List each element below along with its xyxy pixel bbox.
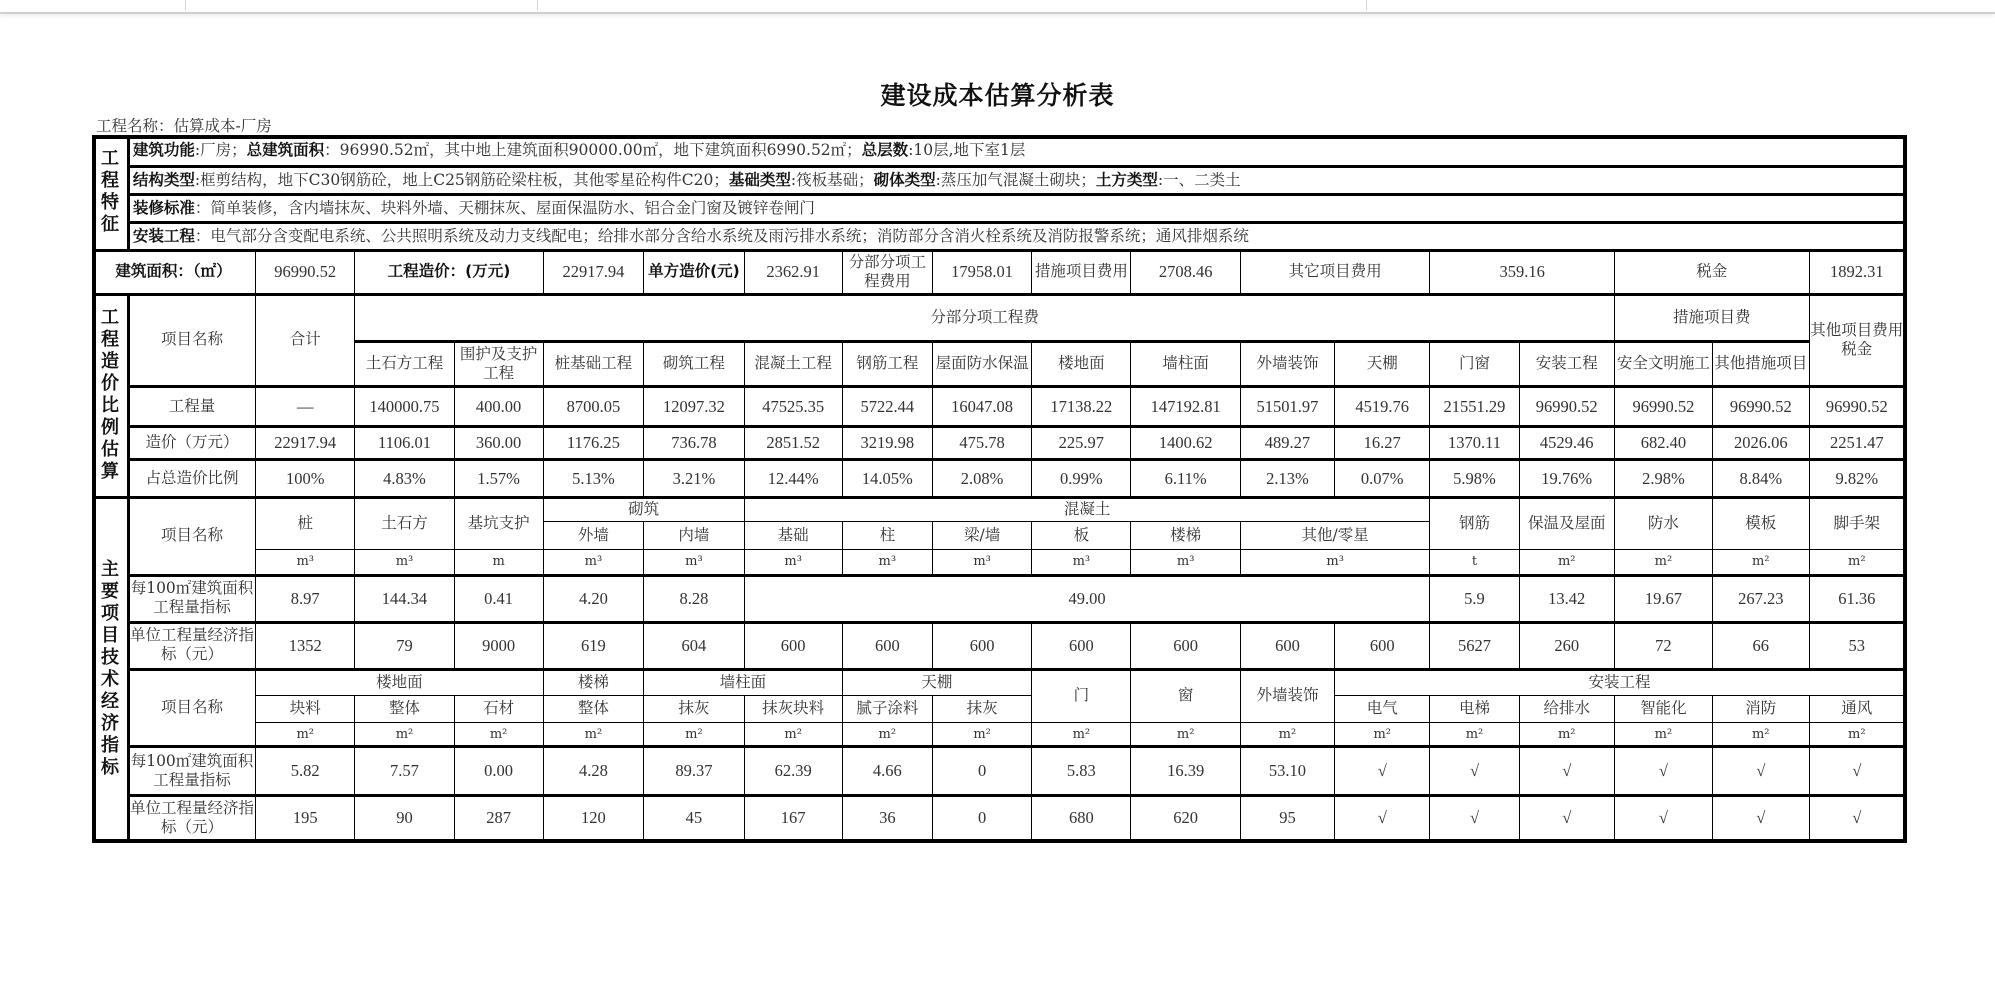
table-cell: 2.98% bbox=[1615, 459, 1713, 497]
other-cost-label: 其它项目费用 bbox=[1241, 251, 1431, 294]
table-cell: 360.00 bbox=[455, 426, 544, 459]
column-header: 基坑支护 bbox=[455, 498, 544, 550]
table-cell: 8.28 bbox=[644, 575, 745, 622]
column-header: 墙柱面 bbox=[1131, 341, 1240, 387]
table-cell: 2851.52 bbox=[745, 426, 843, 459]
column-header: 通风 bbox=[1810, 696, 1905, 723]
table-cell: 96990.52 bbox=[1810, 387, 1905, 426]
group-measure-header: 措施项目费 bbox=[1615, 294, 1810, 341]
column-header: 整体 bbox=[544, 696, 645, 723]
table-cell: 2.13% bbox=[1241, 459, 1335, 497]
table-cell: √ bbox=[1713, 747, 1810, 795]
column-header: 楼梯 bbox=[1131, 522, 1240, 550]
item-name-header: 项目名称 bbox=[129, 498, 256, 576]
table-cell: 8700.05 bbox=[544, 387, 645, 426]
table-cell: √ bbox=[1520, 795, 1615, 841]
table-cell: 12097.32 bbox=[644, 387, 745, 426]
table-border bbox=[355, 340, 1809, 343]
table-border bbox=[129, 668, 1905, 671]
column-header: 桩 bbox=[256, 498, 355, 550]
unit-cell: m² bbox=[355, 723, 454, 747]
table-cell: 8.97 bbox=[256, 575, 355, 622]
tech-side-label: 主 要 项 目 技 术 经 济 指 标 bbox=[92, 498, 129, 842]
row-label: 占总造价比例 bbox=[129, 459, 256, 497]
table-cell: 475.78 bbox=[933, 426, 1032, 459]
table-cell: 6.11% bbox=[1131, 459, 1240, 497]
column-header: 模板 bbox=[1713, 498, 1810, 550]
table-cell: 140000.75 bbox=[355, 387, 454, 426]
column-header: 钢筋 bbox=[1430, 498, 1519, 550]
table-border bbox=[129, 621, 1905, 624]
table-border bbox=[129, 425, 1905, 428]
unit-cell: m² bbox=[544, 723, 645, 747]
column-header: 桩基础工程 bbox=[544, 341, 645, 387]
table-cell: 736.78 bbox=[644, 426, 745, 459]
table-cell: 36 bbox=[843, 795, 933, 841]
unit-cell: m³ bbox=[1032, 550, 1131, 575]
column-header: 其他措施项目 bbox=[1713, 341, 1810, 387]
table-cell: 195 bbox=[256, 795, 355, 841]
unit-cell: m² bbox=[1430, 723, 1519, 747]
row-total: 100% bbox=[256, 459, 355, 497]
cost-analysis-table bbox=[92, 135, 1908, 841]
column-header: 整体 bbox=[355, 696, 454, 723]
table-cell: 17138.22 bbox=[1032, 387, 1131, 426]
table-cell: 5627 bbox=[1430, 622, 1519, 669]
column-header: 腻子涂料 bbox=[843, 696, 933, 723]
group-sub-header: 分部分项工程费 bbox=[355, 294, 1615, 341]
column-header: 基础 bbox=[745, 522, 843, 550]
other-cost-value: 359.16 bbox=[1430, 251, 1614, 294]
unit-cell: m³ bbox=[355, 550, 454, 575]
row-label: 每100㎡建筑面积工程量指标 bbox=[129, 747, 256, 795]
table-cell: √ bbox=[1335, 795, 1430, 841]
table-cell: 287 bbox=[455, 795, 544, 841]
table-cell: 600 bbox=[843, 622, 933, 669]
viewer-toolbar bbox=[0, 0, 1995, 14]
column-header: 外墙装饰 bbox=[1241, 669, 1335, 722]
column-header: 石材 bbox=[455, 696, 544, 723]
column-header: 外墙装饰 bbox=[1241, 341, 1335, 387]
unit-cell: m² bbox=[1713, 723, 1810, 747]
table-cell: 620 bbox=[1131, 795, 1240, 841]
tax-value: 1892.31 bbox=[1810, 251, 1905, 294]
group-header: 墙柱面 bbox=[644, 669, 842, 696]
table-cell: 9.82% bbox=[1810, 459, 1905, 497]
row-label: 每100㎡建筑面积工程量指标 bbox=[129, 575, 256, 622]
table-cell: 16.39 bbox=[1131, 747, 1240, 795]
total-header: 合计 bbox=[256, 294, 355, 387]
table-cell: 53.10 bbox=[1241, 747, 1335, 795]
project-name: 工程名称：估算成本-厂房 bbox=[96, 117, 272, 135]
cost-ratio-side-label: 工 程 造 价 比 例 估 算 bbox=[92, 294, 129, 498]
row-total: — bbox=[256, 387, 355, 426]
unit-cell: m² bbox=[1131, 723, 1240, 747]
unit-cell: m³ bbox=[256, 550, 355, 575]
table-cell: 167 bbox=[745, 795, 843, 841]
table-cell: 600 bbox=[1131, 622, 1240, 669]
table-cell: 47525.35 bbox=[745, 387, 843, 426]
unit-cost-label: 单方造价(元) bbox=[644, 251, 745, 294]
table-cell: √ bbox=[1615, 747, 1713, 795]
column-header: 安全文明施工 bbox=[1615, 341, 1713, 387]
group-header: 安装工程 bbox=[1335, 669, 1905, 696]
table-cell: 95 bbox=[1241, 795, 1335, 841]
table-cell: 2.08% bbox=[933, 459, 1032, 497]
table-cell: 14.05% bbox=[843, 459, 933, 497]
column-header: 智能化 bbox=[1615, 696, 1713, 723]
table-cell: √ bbox=[1520, 747, 1615, 795]
table-border bbox=[129, 165, 1905, 168]
column-header: 保温及屋面 bbox=[1520, 498, 1615, 550]
table-cell: 72 bbox=[1615, 622, 1713, 669]
table-cell: √ bbox=[1430, 795, 1519, 841]
table-cell: √ bbox=[1430, 747, 1519, 795]
measure-cost-label: 措施项目费用 bbox=[1032, 251, 1131, 294]
column-header: 屋面防水保温 bbox=[933, 341, 1032, 387]
table-border bbox=[92, 839, 1905, 843]
group-header: 天棚 bbox=[843, 669, 1033, 696]
unit-cell: m² bbox=[843, 723, 933, 747]
table-cell: 600 bbox=[933, 622, 1032, 669]
column-header: 土石方工程 bbox=[355, 341, 454, 387]
column-header: 板 bbox=[1032, 522, 1131, 550]
other-tax-header: 其他项目费用税金 bbox=[1810, 294, 1905, 387]
unit-cell: m³ bbox=[1131, 550, 1240, 575]
table-cell: 5.83 bbox=[1032, 747, 1131, 795]
table-cell: 16.27 bbox=[1335, 426, 1430, 459]
column-header: 土石方 bbox=[355, 498, 454, 550]
table-border bbox=[92, 135, 96, 843]
unit-cell: m³ bbox=[544, 550, 645, 575]
table-cell: 400.00 bbox=[455, 387, 544, 426]
table-cell: 0 bbox=[933, 795, 1032, 841]
toolbar-divider bbox=[185, 0, 186, 10]
table-cell: 16047.08 bbox=[933, 387, 1032, 426]
table-cell: 49.00 bbox=[745, 575, 1431, 622]
table-cell: 5.98% bbox=[1430, 459, 1519, 497]
column-header: 窗 bbox=[1131, 669, 1240, 722]
table-cell: 600 bbox=[1241, 622, 1335, 669]
table-border bbox=[92, 135, 1905, 139]
table-cell: √ bbox=[1810, 747, 1905, 795]
cost-value: 22917.94 bbox=[544, 251, 645, 294]
group-header: 砌筑 bbox=[544, 498, 745, 522]
table-cell: 5.82 bbox=[256, 747, 355, 795]
sub-cost-value: 17958.01 bbox=[933, 251, 1032, 294]
item-name-header: 项目名称 bbox=[129, 294, 256, 387]
table-cell: 225.97 bbox=[1032, 426, 1131, 459]
area-value: 96990.52 bbox=[256, 251, 355, 294]
unit-cell: m² bbox=[1615, 550, 1713, 575]
group-header: 楼地面 bbox=[256, 669, 544, 696]
area-label: 建筑面积：（㎡） bbox=[92, 251, 256, 294]
column-header: 安装工程 bbox=[1520, 341, 1615, 387]
table-border bbox=[92, 249, 1905, 252]
table-cell: 604 bbox=[644, 622, 745, 669]
table-cell: 1400.62 bbox=[1131, 426, 1240, 459]
table-cell: 0.99% bbox=[1032, 459, 1131, 497]
group-header: 混凝土 bbox=[745, 498, 1431, 522]
table-border bbox=[129, 458, 1905, 461]
unit-cell: m² bbox=[1615, 723, 1713, 747]
table-cell: √ bbox=[1810, 795, 1905, 841]
table-cell: 66 bbox=[1713, 622, 1810, 669]
column-header: 外墙 bbox=[544, 522, 645, 550]
column-header: 抹灰块料 bbox=[745, 696, 843, 723]
table-cell: 8.84% bbox=[1713, 459, 1810, 497]
table-cell: 3219.98 bbox=[843, 426, 933, 459]
table-cell: 260 bbox=[1520, 622, 1615, 669]
table-cell: 2026.06 bbox=[1713, 426, 1810, 459]
unit-cell: m³ bbox=[933, 550, 1032, 575]
table-cell: 0.00 bbox=[455, 747, 544, 795]
column-header: 钢筋工程 bbox=[843, 341, 933, 387]
unit-cell: m² bbox=[1520, 723, 1615, 747]
table-cell: 5.13% bbox=[544, 459, 645, 497]
table-cell: 89.37 bbox=[644, 747, 745, 795]
unit-cell: m² bbox=[1241, 723, 1335, 747]
group-header: 楼梯 bbox=[544, 669, 645, 696]
column-header: 电气 bbox=[1335, 696, 1430, 723]
table-cell: 600 bbox=[1335, 622, 1430, 669]
unit-cell: m² bbox=[256, 723, 355, 747]
page-title: 建设成本估算分析表 bbox=[880, 81, 1115, 110]
column-header: 块料 bbox=[256, 696, 355, 723]
table-cell: 45 bbox=[644, 795, 745, 841]
column-header: 电梯 bbox=[1430, 696, 1519, 723]
table-cell: 600 bbox=[745, 622, 843, 669]
column-header: 抹灰 bbox=[644, 696, 745, 723]
cost-label: 工程造价：(万元) bbox=[355, 251, 543, 294]
column-header: 抹灰 bbox=[933, 696, 1032, 723]
feature-row: 装修标准 ：简单装修，含内墙抹灰、块料外墙、天棚抹灰、屋面保温防水、铝合金门窗及镀锌卷闸门 bbox=[129, 195, 1905, 223]
table-cell: 147192.81 bbox=[1131, 387, 1240, 426]
table-cell: 96990.52 bbox=[1520, 387, 1615, 426]
table-cell: 4519.76 bbox=[1335, 387, 1430, 426]
table-cell: 12.44% bbox=[745, 459, 843, 497]
table-cell: 0 bbox=[933, 747, 1032, 795]
unit-cell: m² bbox=[455, 723, 544, 747]
feature-row: 安装工程 ：电气部分含变配电系统、公共照明系统及动力支线配电；给排水部分含给水系统及雨污排水系统；消防部分含消火栓系统及消防报警系统；通风排烟系统 bbox=[129, 223, 1905, 251]
table-cell: √ bbox=[1335, 747, 1430, 795]
unit-cell: m³ bbox=[1241, 550, 1431, 575]
table-cell: 120 bbox=[544, 795, 645, 841]
table-border bbox=[129, 794, 1905, 797]
table-border bbox=[129, 385, 1905, 388]
table-cell: 489.27 bbox=[1241, 426, 1335, 459]
column-header: 天棚 bbox=[1335, 341, 1430, 387]
unit-cell: m³ bbox=[843, 550, 933, 575]
table-cell: 682.40 bbox=[1615, 426, 1713, 459]
table-border bbox=[129, 574, 1905, 577]
table-cell: 4.20 bbox=[544, 575, 645, 622]
row-label: 单位工程量经济指标（元） bbox=[129, 622, 256, 669]
unit-cell: m² bbox=[745, 723, 843, 747]
unit-cell: m² bbox=[1810, 550, 1905, 575]
table-cell: 53 bbox=[1810, 622, 1905, 669]
unit-cell: m² bbox=[1520, 550, 1615, 575]
table-cell: 5.9 bbox=[1430, 575, 1519, 622]
column-header: 防水 bbox=[1615, 498, 1713, 550]
table-cell: 4.28 bbox=[544, 747, 645, 795]
table-cell: √ bbox=[1615, 795, 1713, 841]
table-cell: 2251.47 bbox=[1810, 426, 1905, 459]
table-border bbox=[127, 294, 130, 841]
table-cell: 680 bbox=[1032, 795, 1131, 841]
row-total: 22917.94 bbox=[256, 426, 355, 459]
column-header: 给排水 bbox=[1520, 696, 1615, 723]
table-cell: 7.57 bbox=[355, 747, 454, 795]
unit-cell: m² bbox=[933, 723, 1032, 747]
row-label: 造价（万元） bbox=[129, 426, 256, 459]
table-border bbox=[92, 496, 1905, 499]
table-cell: 0.07% bbox=[1335, 459, 1430, 497]
table-border bbox=[129, 193, 1905, 196]
column-header: 门 bbox=[1032, 669, 1131, 722]
measure-cost-value: 2708.46 bbox=[1131, 251, 1240, 294]
feature-row: 结构类型 :框剪结构，地下C30钢筋砼，地上C25钢筋砼梁柱板，其他零星砼构件C20； 基础类型 :筏板基础； 砌体类型 :蒸压加气混凝土砌块； 土方类型 :一、二类土 bbox=[129, 167, 1905, 195]
table-cell: 0.41 bbox=[455, 575, 544, 622]
table-border bbox=[1903, 135, 1907, 843]
column-header: 脚手架 bbox=[1810, 498, 1905, 550]
sub-cost-label: 分部分项工程费用 bbox=[843, 251, 933, 294]
unit-cell: m² bbox=[1032, 723, 1131, 747]
unit-cost-value: 2362.91 bbox=[745, 251, 843, 294]
table-cell: 9000 bbox=[455, 622, 544, 669]
table-cell: 96990.52 bbox=[1615, 387, 1713, 426]
table-cell: 21551.29 bbox=[1430, 387, 1519, 426]
table-border bbox=[129, 221, 1905, 224]
table-cell: 4529.46 bbox=[1520, 426, 1615, 459]
table-cell: 619 bbox=[544, 622, 645, 669]
unit-cell: m² bbox=[644, 723, 745, 747]
column-header: 消防 bbox=[1713, 696, 1810, 723]
column-header: 梁/墙 bbox=[933, 522, 1032, 550]
table-cell: 1176.25 bbox=[544, 426, 645, 459]
column-header: 围护及支护工程 bbox=[455, 341, 544, 387]
tax-label: 税金 bbox=[1615, 251, 1810, 294]
unit-cell: m² bbox=[1810, 723, 1905, 747]
table-cell: 96990.52 bbox=[1713, 387, 1810, 426]
table-cell: 19.76% bbox=[1520, 459, 1615, 497]
table-cell: 79 bbox=[355, 622, 454, 669]
features-side-label: 工 程 特 征 bbox=[92, 135, 129, 251]
column-header: 砌筑工程 bbox=[644, 341, 745, 387]
unit-cell: t bbox=[1430, 550, 1519, 575]
unit-cell: m bbox=[455, 550, 544, 575]
table-border bbox=[92, 293, 1905, 296]
column-header: 混凝土工程 bbox=[745, 341, 843, 387]
feature-row: 建筑功能 :厂房； 总建筑面积 ：96990.52㎡，其中地上建筑面积90000.00㎡，地下建筑面积6990.52㎡； 总层数 :10层,地下室1层 bbox=[129, 135, 1905, 167]
table-cell: 90 bbox=[355, 795, 454, 841]
column-header: 其他/零星 bbox=[1241, 522, 1431, 550]
table-cell: √ bbox=[1713, 795, 1810, 841]
table-cell: 1370.11 bbox=[1430, 426, 1519, 459]
table-cell: 51501.97 bbox=[1241, 387, 1335, 426]
table-cell: 267.23 bbox=[1713, 575, 1810, 622]
row-label: 单位工程量经济指标（元） bbox=[129, 795, 256, 841]
toolbar-divider bbox=[1366, 0, 1367, 10]
unit-cell: m³ bbox=[644, 550, 745, 575]
table-cell: 1.57% bbox=[455, 459, 544, 497]
column-header: 楼地面 bbox=[1032, 341, 1131, 387]
table-cell: 600 bbox=[1032, 622, 1131, 669]
table-cell: 1106.01 bbox=[355, 426, 454, 459]
table-cell: 13.42 bbox=[1520, 575, 1615, 622]
unit-cell: m³ bbox=[745, 550, 843, 575]
table-border bbox=[129, 745, 1905, 748]
table-cell: 144.34 bbox=[355, 575, 454, 622]
toolbar-divider bbox=[537, 0, 538, 10]
table-cell: 61.36 bbox=[1810, 575, 1905, 622]
column-header: 内墙 bbox=[644, 522, 745, 550]
unit-cell: m² bbox=[1713, 550, 1810, 575]
table-cell: 62.39 bbox=[745, 747, 843, 795]
item-name-header: 项目名称 bbox=[129, 669, 256, 747]
column-header: 柱 bbox=[843, 522, 933, 550]
row-label: 工程量 bbox=[129, 387, 256, 426]
table-border bbox=[127, 135, 130, 251]
table-cell: 19.67 bbox=[1615, 575, 1713, 622]
table-cell: 5722.44 bbox=[843, 387, 933, 426]
table-cell: 4.66 bbox=[843, 747, 933, 795]
unit-cell: m² bbox=[1335, 723, 1430, 747]
column-header: 门窗 bbox=[1430, 341, 1519, 387]
table-cell: 4.83% bbox=[355, 459, 454, 497]
table-cell: 3.21% bbox=[644, 459, 745, 497]
table-cell: 1352 bbox=[256, 622, 355, 669]
